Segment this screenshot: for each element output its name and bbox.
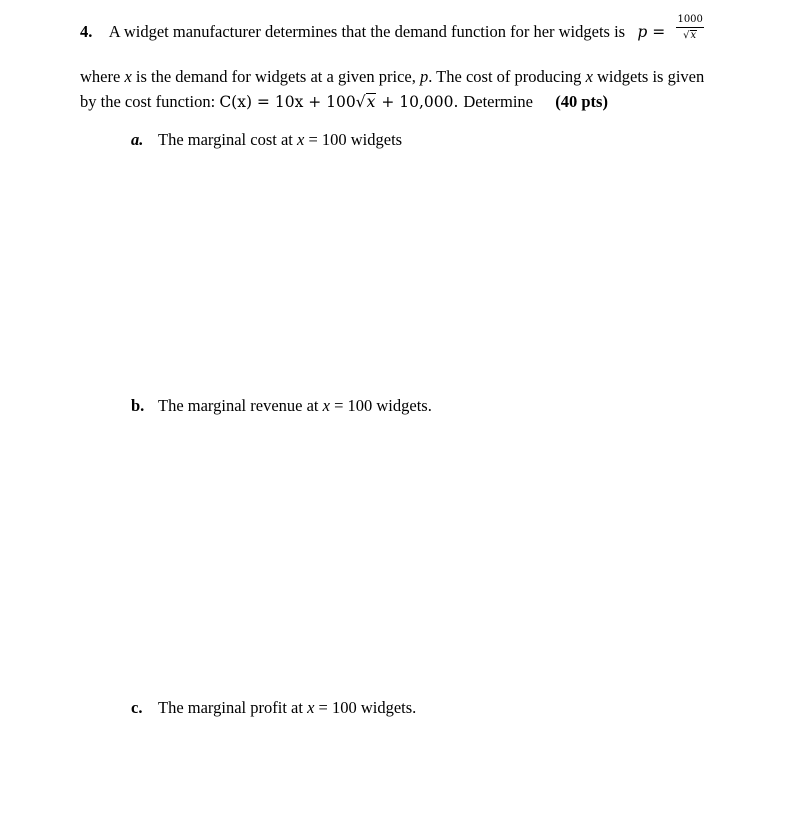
part-a-var: x bbox=[297, 130, 305, 149]
demand-denominator bbox=[676, 28, 703, 42]
question-line-1 bbox=[80, 13, 704, 42]
line2-prefix: where bbox=[80, 67, 121, 86]
determine-word: Determine bbox=[463, 92, 533, 111]
part-a bbox=[131, 130, 402, 150]
cost-radical-sign: √ bbox=[355, 93, 366, 111]
demand-numerator: 1000 bbox=[676, 15, 703, 28]
part-b-var: x bbox=[322, 396, 330, 415]
question-line-3 bbox=[80, 92, 608, 112]
cost-lhs: C(x) = 10x + 100 bbox=[219, 93, 356, 111]
line2-var-x2: x bbox=[585, 67, 593, 86]
line3-prefix: by the cost function: bbox=[80, 92, 216, 111]
line2-mid2: . The cost of producing bbox=[428, 67, 582, 86]
part-c-text: The marginal profit at bbox=[158, 698, 303, 717]
part-b-value: = 100 widgets. bbox=[334, 396, 432, 415]
demand-fraction bbox=[676, 15, 703, 42]
cost-rhs: + 10,000. bbox=[381, 93, 459, 111]
part-a-value: = 100 widgets bbox=[308, 130, 403, 149]
cost-radicand: x bbox=[366, 93, 376, 111]
part-c-var: x bbox=[307, 698, 315, 717]
line2-var-x: x bbox=[124, 67, 132, 86]
demand-lhs: p = bbox=[637, 23, 666, 41]
part-b-letter: b. bbox=[131, 396, 145, 415]
part-c bbox=[131, 698, 416, 718]
part-b-text: The marginal revenue at bbox=[158, 396, 319, 415]
line2-suffix: widgets is given bbox=[597, 67, 705, 86]
line2-var-p: p bbox=[419, 67, 429, 86]
points-label: (40 pts) bbox=[555, 92, 608, 111]
part-c-letter: c. bbox=[131, 698, 143, 717]
question-number: 4. bbox=[80, 22, 93, 41]
question-intro: A widget manufacturer determines that the demand function for her widgets is bbox=[108, 22, 626, 41]
demand-radicand: x bbox=[690, 29, 697, 41]
line2-mid: is the demand for widgets at a given price, bbox=[135, 67, 416, 86]
part-a-letter: a. bbox=[131, 130, 144, 149]
part-b bbox=[131, 396, 432, 416]
demand-radical-sign: √ bbox=[683, 29, 690, 41]
part-c-value: = 100 widgets. bbox=[318, 698, 417, 717]
part-a-text: The marginal cost at bbox=[158, 130, 293, 149]
cost-function bbox=[219, 93, 463, 111]
question-line-2 bbox=[80, 67, 704, 87]
